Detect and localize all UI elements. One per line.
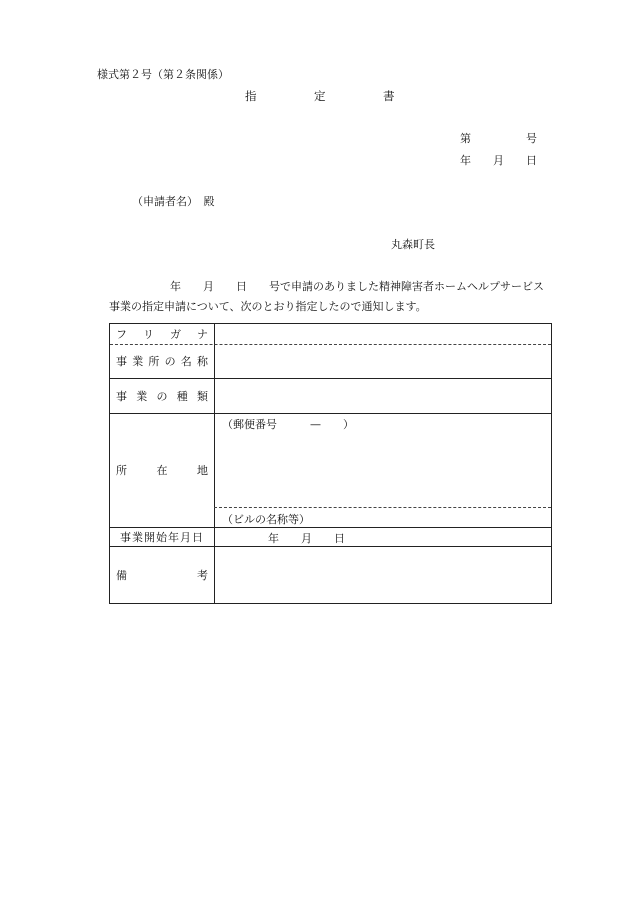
document-title: 指 定 書 bbox=[245, 89, 395, 103]
designation-table bbox=[109, 323, 552, 604]
column-divider bbox=[214, 324, 215, 603]
body-line-2: 事業の指定申請について、次のとおり指定したので通知します。 bbox=[109, 300, 427, 313]
building-name-field: （ビルの名称等） bbox=[222, 513, 310, 526]
location-label: 所 在 地 bbox=[116, 464, 208, 477]
body-line-1: 年 月 日 号で申請のありました精神障害者ホームヘルプサービス bbox=[170, 280, 544, 293]
form-number: 様式第２号（第２条関係） bbox=[97, 68, 229, 81]
remarks-label: 備 考 bbox=[116, 569, 208, 582]
issue-date: 年 月 日 bbox=[460, 154, 537, 167]
issuer: 丸森町長 bbox=[391, 238, 435, 251]
office-name-label: 事 業 所 の 名 称 bbox=[116, 355, 208, 368]
building-divider bbox=[214, 507, 551, 508]
postal-code-field: （郵便番号 — ） bbox=[222, 418, 354, 431]
business-type-label: 事 業 の 種 類 bbox=[116, 389, 208, 403]
start-date-value: 年 月 日 bbox=[268, 532, 345, 545]
start-date-label: 事業開始年月日 bbox=[120, 530, 204, 544]
document-number: 第 号 bbox=[460, 132, 537, 145]
furigana-label: フ リ ガ ナ bbox=[116, 328, 208, 341]
addressee: （申請者名） 殿 bbox=[132, 195, 215, 208]
